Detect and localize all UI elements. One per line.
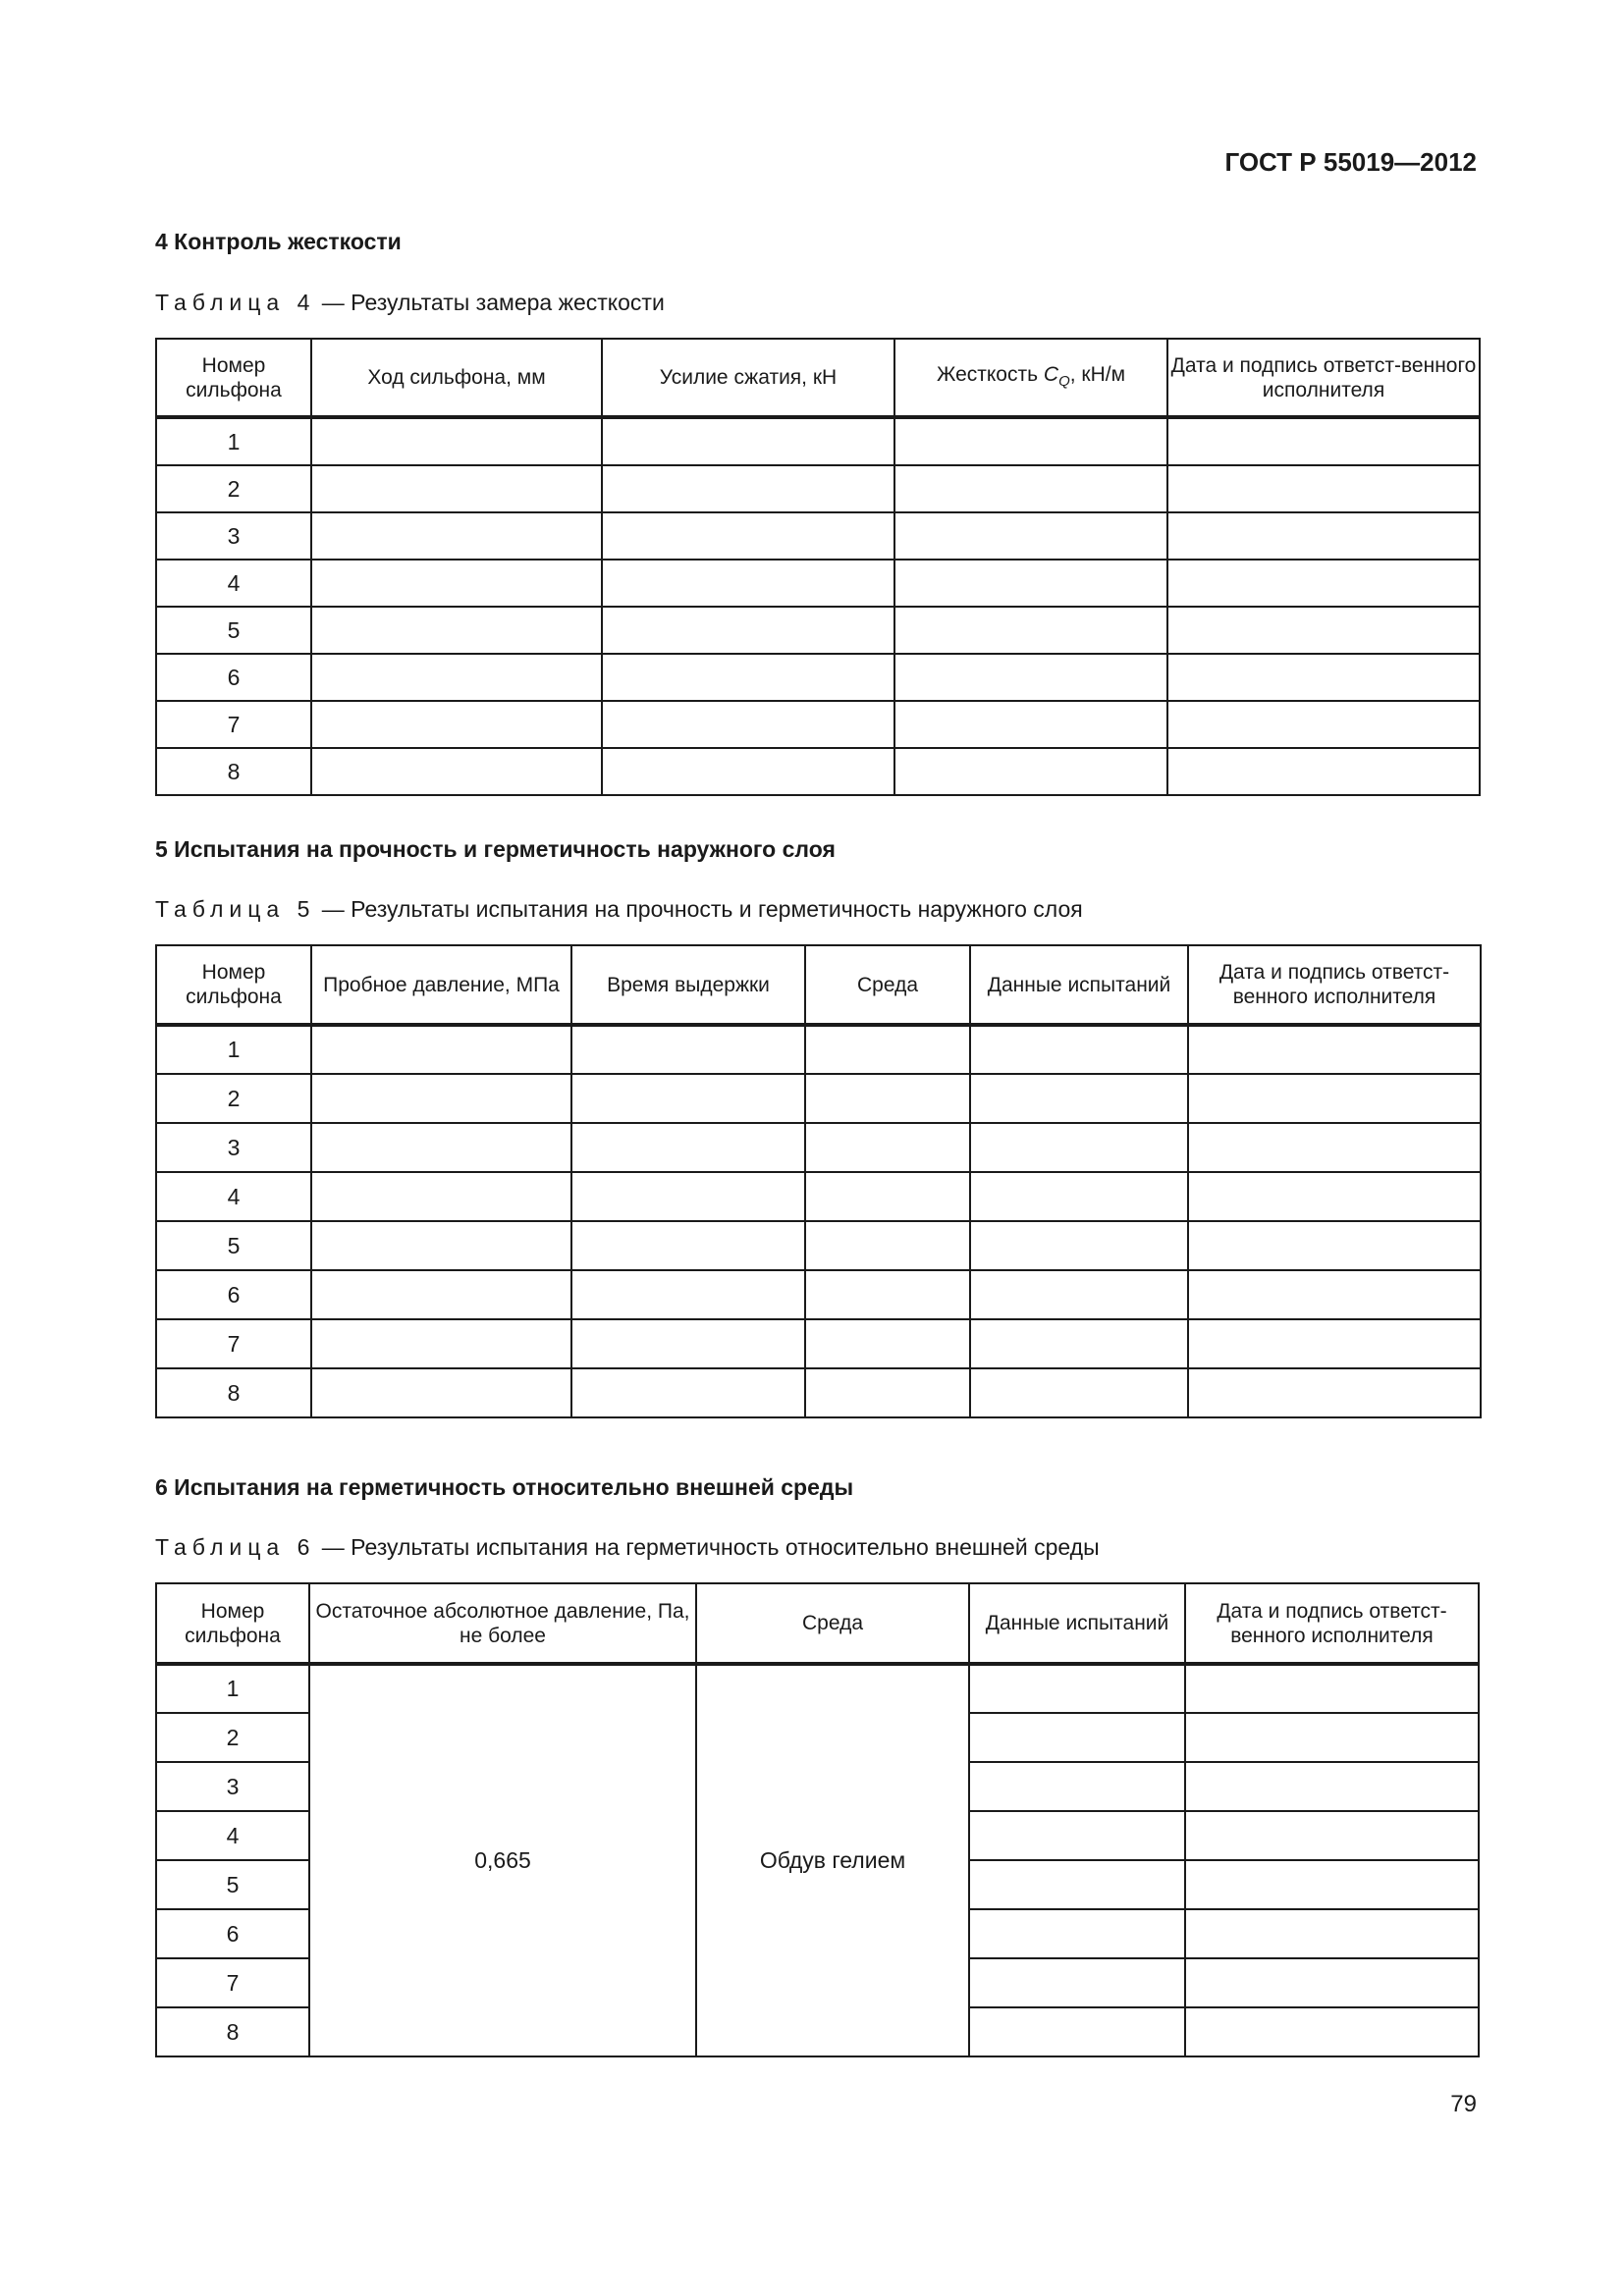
stiffness-unit: , кН/м — [1069, 362, 1126, 386]
table-row — [156, 1368, 1481, 1417]
blank-cell[interactable] — [311, 512, 602, 560]
blank-cell[interactable] — [602, 417, 894, 465]
blank-cell[interactable] — [805, 1270, 970, 1319]
blank-cell[interactable] — [805, 1368, 970, 1417]
blank-cell[interactable] — [1188, 1074, 1481, 1123]
table-6-header-number: Номер сильфона — [156, 1583, 309, 1664]
blank-cell[interactable] — [311, 607, 602, 654]
row-number: 3 — [156, 1123, 311, 1172]
table-row — [156, 1664, 1479, 1713]
row-number: 2 — [156, 1074, 311, 1123]
table-row — [156, 417, 1480, 465]
blank-cell[interactable] — [1185, 2007, 1479, 2056]
table-6-header-pressure: Остаточное абсолютное давление, Па, не более — [309, 1583, 696, 1664]
blank-cell[interactable] — [311, 1221, 571, 1270]
blank-cell[interactable] — [970, 1270, 1188, 1319]
row-number: 8 — [156, 1368, 311, 1417]
table-6-header-test-data: Данные испытаний — [969, 1583, 1185, 1664]
blank-cell[interactable] — [894, 607, 1167, 654]
blank-cell[interactable] — [894, 512, 1167, 560]
blank-cell[interactable] — [1185, 1860, 1479, 1909]
row-number: 7 — [156, 1319, 311, 1368]
table-6-caption-text: — Результаты испытания на герметичность относительно внешней среды — [315, 1534, 1100, 1560]
blank-cell[interactable] — [969, 2007, 1185, 2056]
blank-cell[interactable] — [894, 654, 1167, 701]
blank-cell[interactable] — [1185, 1811, 1479, 1860]
table-row — [156, 1172, 1481, 1221]
blank-cell[interactable] — [311, 465, 602, 512]
table-row — [156, 1270, 1481, 1319]
row-number: 8 — [156, 748, 311, 795]
blank-cell[interactable] — [1167, 654, 1480, 701]
blank-cell[interactable] — [1167, 560, 1480, 607]
table-5-header-hold-time: Время выдержки — [571, 945, 805, 1025]
standard-code: ГОСТ Р 55019—2012 — [1224, 147, 1477, 177]
table-row — [156, 654, 1480, 701]
blank-cell[interactable] — [805, 1172, 970, 1221]
blank-cell[interactable] — [805, 1123, 970, 1172]
pressure-value-cell: 0,665 — [309, 1664, 696, 2056]
blank-cell[interactable] — [311, 1123, 571, 1172]
blank-cell[interactable] — [970, 1172, 1188, 1221]
blank-cell[interactable] — [602, 465, 894, 512]
blank-cell[interactable] — [571, 1319, 805, 1368]
blank-cell[interactable] — [1185, 1762, 1479, 1811]
blank-cell[interactable] — [602, 560, 894, 607]
row-number: 4 — [156, 1172, 311, 1221]
blank-cell[interactable] — [311, 417, 602, 465]
blank-cell[interactable] — [805, 1319, 970, 1368]
row-number: 3 — [156, 512, 311, 560]
blank-cell[interactable] — [969, 1860, 1185, 1909]
table-6 — [155, 1582, 1480, 2057]
blank-cell[interactable] — [571, 1123, 805, 1172]
blank-cell[interactable] — [894, 701, 1167, 748]
blank-cell[interactable] — [311, 1319, 571, 1368]
row-number: 3 — [156, 1762, 309, 1811]
blank-cell[interactable] — [311, 1270, 571, 1319]
blank-cell[interactable] — [571, 1221, 805, 1270]
row-number: 6 — [156, 1270, 311, 1319]
blank-cell[interactable] — [970, 1368, 1188, 1417]
table-5-caption-prefix: Таблица 5 — [155, 896, 316, 922]
row-number: 6 — [156, 654, 311, 701]
table-row — [156, 1319, 1481, 1368]
blank-cell[interactable] — [311, 1074, 571, 1123]
blank-cell[interactable] — [311, 560, 602, 607]
blank-cell[interactable] — [805, 1074, 970, 1123]
blank-cell[interactable] — [969, 1664, 1185, 1713]
table-row — [156, 465, 1480, 512]
blank-cell[interactable] — [1188, 1368, 1481, 1417]
blank-cell[interactable] — [970, 1319, 1188, 1368]
blank-cell[interactable] — [1167, 748, 1480, 795]
stiffness-subscript: Q — [1058, 372, 1070, 390]
row-number: 6 — [156, 1909, 309, 1958]
blank-cell[interactable] — [894, 465, 1167, 512]
blank-cell[interactable] — [1188, 1270, 1481, 1319]
table-4-caption-prefix: Таблица 4 — [155, 290, 316, 315]
table-row — [156, 1025, 1481, 1074]
medium-value-cell: Обдув гелием — [696, 1664, 969, 2056]
blank-cell[interactable] — [602, 748, 894, 795]
row-number: 1 — [156, 1664, 309, 1713]
row-number: 5 — [156, 607, 311, 654]
table-4-header-number: Номер сильфона — [156, 339, 311, 417]
table-5-caption-text: — Результаты испытания на прочность и герметичность наружного слоя — [315, 896, 1083, 922]
blank-cell[interactable] — [311, 1368, 571, 1417]
table-4-header-force: Усилие сжатия, кН — [602, 339, 894, 417]
blank-cell[interactable] — [571, 1368, 805, 1417]
table-row — [156, 748, 1480, 795]
table-6-caption — [155, 1534, 1100, 1561]
blank-cell[interactable] — [1185, 1909, 1479, 1958]
blank-cell[interactable] — [805, 1025, 970, 1074]
row-number: 5 — [156, 1860, 309, 1909]
table-4-caption-text: — Результаты замера жесткости — [315, 290, 665, 315]
blank-cell[interactable] — [970, 1074, 1188, 1123]
table-row — [156, 512, 1480, 560]
blank-cell[interactable] — [1167, 512, 1480, 560]
table-row — [156, 607, 1480, 654]
page-number: 79 — [1450, 2091, 1477, 2117]
blank-cell[interactable] — [602, 607, 894, 654]
row-number: 1 — [156, 1025, 311, 1074]
row-number: 5 — [156, 1221, 311, 1270]
blank-cell[interactable] — [602, 654, 894, 701]
row-number: 1 — [156, 417, 311, 465]
table-5-header-medium: Среда — [805, 945, 970, 1025]
table-5-header-number: Номер сильфона — [156, 945, 311, 1025]
blank-cell[interactable] — [970, 1123, 1188, 1172]
blank-cell[interactable] — [894, 560, 1167, 607]
blank-cell[interactable] — [1188, 1319, 1481, 1368]
row-number: 2 — [156, 465, 311, 512]
blank-cell[interactable] — [969, 1958, 1185, 2007]
blank-cell[interactable] — [1167, 701, 1480, 748]
blank-cell[interactable] — [1167, 417, 1480, 465]
table-5-header-test-data: Данные испытаний — [970, 945, 1188, 1025]
table-row — [156, 1123, 1481, 1172]
row-number: 7 — [156, 701, 311, 748]
blank-cell[interactable] — [602, 512, 894, 560]
table-row — [156, 701, 1480, 748]
blank-cell[interactable] — [1167, 465, 1480, 512]
blank-cell[interactable] — [311, 1172, 571, 1221]
section-6-title: 6 Испытания на герметичность относительно внешней среды — [155, 1474, 854, 1500]
blank-cell[interactable] — [1167, 607, 1480, 654]
blank-cell[interactable] — [571, 1025, 805, 1074]
table-5 — [155, 944, 1482, 1418]
blank-cell[interactable] — [1188, 1172, 1481, 1221]
row-number: 7 — [156, 1958, 309, 2007]
blank-cell[interactable] — [311, 748, 602, 795]
row-number: 4 — [156, 1811, 309, 1860]
stiffness-symbol: C — [1043, 362, 1059, 386]
row-number: 8 — [156, 2007, 309, 2056]
blank-cell[interactable] — [805, 1221, 970, 1270]
blank-cell[interactable] — [1185, 1664, 1479, 1713]
blank-cell[interactable] — [1185, 1713, 1479, 1762]
blank-cell[interactable] — [602, 701, 894, 748]
table-6-header-medium: Среда — [696, 1583, 969, 1664]
table-4-header-stroke: Ход сильфона, мм — [311, 339, 602, 417]
blank-cell[interactable] — [969, 1762, 1185, 1811]
table-row — [156, 1221, 1481, 1270]
section-5-title: 5 Испытания на прочность и герметичность наружного слоя — [155, 836, 836, 862]
blank-cell[interactable] — [571, 1172, 805, 1221]
table-4-header-stiffness — [894, 339, 1167, 417]
table-6-caption-prefix: Таблица 6 — [155, 1534, 316, 1560]
table-5-header-pressure: Пробное давление, МПа — [311, 945, 571, 1025]
table-5-caption — [155, 896, 1083, 923]
section-4-title: 4 Контроль жесткости — [155, 229, 402, 254]
table-5-header-signature: Дата и подпись ответст-венного исполнителя — [1188, 945, 1481, 1025]
blank-cell[interactable] — [311, 1025, 571, 1074]
blank-cell[interactable] — [1188, 1123, 1481, 1172]
table-row — [156, 560, 1480, 607]
table-6-header-signature: Дата и подпись ответст-венного исполнителя — [1185, 1583, 1479, 1664]
table-4-caption — [155, 290, 665, 316]
blank-cell[interactable] — [969, 1713, 1185, 1762]
blank-cell[interactable] — [970, 1221, 1188, 1270]
blank-cell[interactable] — [571, 1270, 805, 1319]
blank-cell[interactable] — [969, 1811, 1185, 1860]
blank-cell[interactable] — [1185, 1958, 1479, 2007]
blank-cell[interactable] — [894, 748, 1167, 795]
blank-cell[interactable] — [311, 654, 602, 701]
blank-cell[interactable] — [311, 701, 602, 748]
blank-cell[interactable] — [571, 1074, 805, 1123]
blank-cell[interactable] — [1188, 1025, 1481, 1074]
blank-cell[interactable] — [969, 1909, 1185, 1958]
blank-cell[interactable] — [894, 417, 1167, 465]
table-row — [156, 1074, 1481, 1123]
stiffness-label: Жесткость — [936, 362, 1039, 386]
table-4-header-signature: Дата и подпись ответст-венного исполнителя — [1167, 339, 1480, 417]
row-number: 4 — [156, 560, 311, 607]
row-number: 2 — [156, 1713, 309, 1762]
blank-cell[interactable] — [970, 1025, 1188, 1074]
table-4 — [155, 338, 1481, 796]
blank-cell[interactable] — [1188, 1221, 1481, 1270]
